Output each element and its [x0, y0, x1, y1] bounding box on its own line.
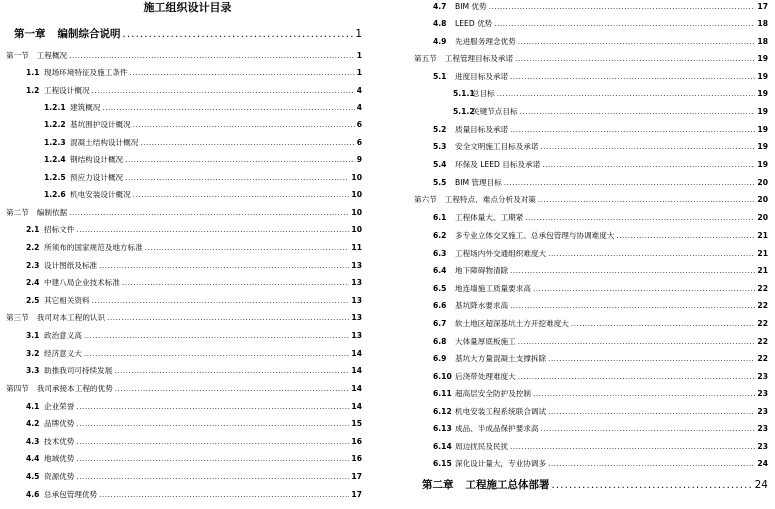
dot-leader — [518, 337, 756, 347]
toc-entry — [26, 261, 362, 271]
toc-entry-number: 3.2 — [26, 349, 40, 358]
toc-entry — [433, 424, 768, 434]
toc-entry — [433, 249, 768, 259]
toc-entry-number: 2.3 — [26, 261, 40, 270]
toc-entry-number: 5.1 — [433, 72, 447, 81]
toc-entry-page: 10 — [351, 225, 362, 234]
dot-leader — [552, 479, 753, 493]
toc-entry-title: 总目标 — [472, 89, 495, 98]
toc-entry-page: 23 — [757, 372, 768, 381]
toc-entry — [453, 89, 768, 99]
toc-entry-number: 6.7 — [433, 319, 447, 328]
dot-leader — [114, 366, 349, 376]
toc-entry-title: 质量目标及承诺 — [455, 125, 509, 134]
toc-entry-page: 19 — [757, 72, 768, 81]
dot-leader — [548, 354, 755, 364]
dot-leader — [125, 173, 349, 183]
toc-entry-title: 品牌优势 — [44, 419, 75, 428]
toc-entry-number: 2.4 — [26, 278, 40, 287]
toc-entry-page: 20 — [757, 178, 768, 187]
toc-entry — [26, 490, 362, 500]
toc-entry-title: BIM 管理目标 — [455, 178, 502, 187]
toc-entry-number: 4.6 — [26, 490, 40, 499]
dot-leader — [510, 301, 755, 311]
toc-entry-page: 10 — [351, 190, 362, 199]
dot-leader — [525, 213, 755, 223]
toc-entry-page: 16 — [351, 454, 362, 463]
toc-entry-number: 5.1.2 — [453, 107, 475, 116]
toc-entry — [26, 366, 362, 376]
toc-entry-number: 1.2.2 — [44, 120, 66, 129]
toc-entry-title: 地连墙施工质量要求高 — [455, 284, 531, 293]
toc-entry-title: 钢结构设计概况 — [70, 155, 124, 164]
dot-leader — [76, 437, 349, 447]
toc-entry-number: 5.3 — [433, 142, 447, 151]
dot-leader — [518, 37, 756, 47]
dot-leader — [548, 249, 755, 259]
toc-entry — [433, 337, 768, 347]
toc-entry — [433, 72, 768, 82]
toc-entry-title: 超高层安全防护及控制 — [455, 389, 531, 398]
toc-entry-page: 19 — [757, 142, 768, 151]
toc-entry-page: 22 — [757, 301, 768, 310]
dot-leader — [102, 103, 354, 113]
toc-entry — [433, 354, 768, 364]
toc-entry-page: 1 — [355, 28, 362, 40]
toc-entry-title: 现场环境特征及施工条件 — [44, 68, 128, 77]
toc-entry-number: 第六节 — [414, 195, 437, 204]
dot-leader — [69, 51, 355, 61]
toc-entry — [453, 107, 768, 117]
toc-entry — [44, 190, 362, 200]
dot-leader — [69, 208, 349, 218]
toc-entry — [433, 319, 768, 329]
toc-entry-title: LEED 优势 — [455, 19, 493, 28]
toc-entry-title: 经济意义大 — [44, 349, 82, 358]
dot-leader — [518, 372, 756, 382]
page-title: 施工组织设计目录 — [143, 1, 232, 14]
toc-entry-title: 工程特点、难点分析及对策 — [444, 195, 536, 204]
toc-entry-title: 地域优势 — [44, 454, 75, 463]
dot-leader — [133, 120, 355, 130]
toc-entry-title: 设计图纸及标准 — [44, 261, 98, 270]
dot-leader — [76, 402, 349, 412]
toc-entry-title: 工程设计概况 — [44, 86, 90, 95]
toc-entry — [26, 349, 362, 359]
toc-entry-title: 基坑围护设计概况 — [70, 120, 131, 129]
toc-entry-number: 3.3 — [26, 366, 40, 375]
toc-entry-number: 4.8 — [433, 19, 447, 28]
toc-entry-title: 我司承接本工程的优势 — [36, 384, 113, 393]
dot-leader — [489, 2, 756, 12]
toc-entry-page: 21 — [757, 231, 768, 240]
toc-entry-number: 第四节 — [6, 384, 29, 393]
dot-leader — [533, 284, 755, 294]
toc-entry-title: 基坑大方量混凝土支撑拆除 — [455, 354, 547, 363]
toc-entry-page: 10 — [351, 173, 362, 182]
toc-entry-number: 1.2.4 — [44, 155, 66, 164]
toc-entry — [433, 407, 768, 417]
toc-entry-title: 地下障碍物清除 — [455, 266, 509, 275]
toc-entry-title: 先进服务理念优势 — [455, 37, 516, 46]
toc-entry-number: 6.8 — [433, 337, 447, 346]
toc-entry-page: 6 — [356, 138, 362, 147]
dot-leader — [548, 407, 755, 417]
toc-entry-page: 19 — [757, 125, 768, 134]
dot-leader — [99, 490, 349, 500]
dot-leader — [140, 138, 354, 148]
toc-entry-number: 6.3 — [433, 249, 447, 258]
dot-leader — [510, 442, 755, 452]
toc-entry — [433, 266, 768, 276]
toc-entry-page: 24 — [754, 479, 768, 491]
toc-entry — [6, 208, 362, 218]
toc-entry — [433, 142, 768, 152]
toc-entry — [433, 125, 768, 135]
toc-entry-number: 6.1 — [433, 213, 447, 222]
toc-entry-title: 预应力设计概况 — [70, 173, 124, 182]
toc-entry-title: 政治意义高 — [44, 331, 82, 340]
toc-entry-number: 6.13 — [433, 424, 452, 433]
dot-leader — [510, 125, 755, 135]
toc-entry-title: 中建八局企业技术标准 — [44, 278, 120, 287]
toc-entry-number: 2.5 — [26, 296, 40, 305]
toc-entry-page: 17 — [351, 472, 362, 481]
toc-entry-title: 多专业立体交叉施工、总承包管理与协调难度大 — [455, 231, 615, 240]
toc-entry-title: 软土地区超深基坑土方开挖难度大 — [455, 319, 569, 328]
dot-leader — [84, 331, 349, 341]
toc-entry-title: 工程体量大、工期紧 — [455, 213, 524, 222]
toc-entry — [26, 68, 362, 78]
toc-entry-title: 后浇带处理难度大 — [455, 372, 516, 381]
toc-entry-page: 19 — [757, 89, 768, 98]
toc-entry — [433, 213, 768, 223]
toc-entry-title: 混凝土结构设计概况 — [70, 138, 139, 147]
dot-leader — [510, 266, 755, 276]
toc-entry-page: 13 — [351, 296, 362, 305]
toc-entry-number: 1.2.6 — [44, 190, 66, 199]
toc-entry-number: 4.1 — [26, 402, 40, 411]
dot-leader — [533, 389, 755, 399]
toc-entry-number: 6.11 — [433, 389, 452, 398]
toc-entry — [6, 51, 362, 61]
toc-entry-page: 22 — [757, 354, 768, 363]
toc-entry — [26, 296, 362, 306]
toc-entry — [26, 331, 362, 341]
toc-entry-title: 技术优势 — [44, 437, 75, 446]
dot-leader — [99, 261, 349, 271]
toc-entry — [44, 173, 362, 183]
toc-entry-page: 19 — [757, 107, 768, 116]
toc-entry-number: 6.14 — [433, 442, 452, 451]
toc-entry-number: 4.5 — [26, 472, 40, 481]
toc-entry-page: 1 — [356, 51, 362, 60]
toc-entry-page: 15 — [351, 419, 362, 428]
toc-entry-title: 编制综合说明 — [57, 28, 121, 40]
toc-entry-number: 5.2 — [433, 125, 447, 134]
toc-entry — [6, 384, 362, 394]
toc-entry-number: 2.2 — [26, 243, 40, 252]
toc-entry-title: 工程施工总体部署 — [465, 479, 550, 491]
toc-entry-page: 14 — [351, 402, 362, 411]
toc-entry-title: 进度目标及承诺 — [455, 72, 509, 81]
dot-leader — [107, 313, 349, 323]
toc-entry-page: 13 — [351, 331, 362, 340]
toc-entry-number: 6.6 — [433, 301, 447, 310]
dot-leader — [541, 424, 756, 434]
toc-entry — [414, 54, 768, 64]
toc-entry-title: 建筑概况 — [70, 103, 101, 112]
dot-leader — [616, 231, 755, 241]
toc-entry-page: 13 — [351, 261, 362, 270]
dot-leader — [92, 86, 355, 96]
toc-entry — [433, 2, 768, 12]
toc-entry-page: 18 — [757, 19, 768, 28]
toc-entry — [422, 478, 768, 492]
toc-entry — [26, 437, 362, 447]
toc-entry-title: 安全文明施工目标及承诺 — [455, 142, 539, 151]
toc-entry-number: 第五节 — [414, 54, 437, 63]
dot-leader — [520, 107, 756, 117]
toc-entry-page: 16 — [351, 437, 362, 446]
dot-leader — [76, 472, 349, 482]
dot-leader — [145, 243, 350, 253]
toc-entry-number: 4.2 — [26, 419, 40, 428]
toc-entry-number: 6.9 — [433, 354, 447, 363]
toc-entry-page: 4 — [356, 86, 362, 95]
dot-leader — [92, 296, 350, 306]
toc-entry-title: 总承包管理优势 — [44, 490, 98, 499]
toc-entry — [414, 195, 768, 205]
dot-leader — [541, 142, 756, 152]
toc-entry — [44, 103, 362, 113]
toc-entry-title: 工程场内外交通组织难度大 — [455, 249, 547, 258]
toc-entry-page: 23 — [757, 424, 768, 433]
toc-entry — [433, 459, 768, 469]
toc-entry-title: 其它相关资料 — [44, 296, 90, 305]
toc-entry-page: 14 — [351, 366, 362, 375]
toc-entry-title: 关键节点目标 — [472, 107, 518, 116]
toc-entry — [26, 402, 362, 412]
dot-leader — [548, 459, 755, 469]
toc-entry-title: 机电安装设计概况 — [70, 190, 131, 199]
toc-entry-page: 17 — [757, 2, 768, 11]
toc-entry-title: 工程概况 — [36, 51, 68, 60]
dot-leader — [130, 68, 355, 78]
toc-entry-page: 14 — [351, 384, 362, 393]
toc-entry-page: 14 — [351, 349, 362, 358]
toc-entry-number: 1.2.5 — [44, 173, 66, 182]
toc-entry-page: 19 — [757, 160, 768, 169]
toc-entry-title: 大体量厚底板施工 — [455, 337, 516, 346]
toc-entry-page: 21 — [757, 266, 768, 275]
toc-entry-number: 1.2.1 — [44, 103, 66, 112]
toc-entry-page: 13 — [351, 278, 362, 287]
toc-entry-number: 4.9 — [433, 37, 447, 46]
toc-entry-number: 1.1 — [26, 68, 40, 77]
toc-entry-title: 企业荣誉 — [44, 402, 75, 411]
dot-leader — [133, 190, 350, 200]
dot-leader — [76, 419, 349, 429]
dot-leader — [84, 349, 349, 359]
dot-leader — [542, 160, 755, 170]
dot-leader — [125, 155, 355, 165]
toc-entry-title: 我司对本工程的认识 — [36, 313, 106, 322]
toc-entry-title: 编制依据 — [36, 208, 68, 217]
dot-leader — [494, 19, 755, 29]
toc-entry-page: 22 — [757, 284, 768, 293]
toc-entry — [26, 472, 362, 482]
toc-entry — [44, 138, 362, 148]
toc-entry-number: 6.15 — [433, 459, 452, 468]
toc-entry-number: 第二章 — [422, 479, 454, 491]
toc-entry-number: 6.12 — [433, 407, 452, 416]
toc-entry-number: 6.4 — [433, 266, 447, 275]
dot-leader — [510, 72, 755, 82]
toc-entry-page: 4 — [356, 103, 362, 112]
toc-entry-title: 环保及 LEED 目标及承诺 — [455, 160, 541, 169]
toc-entry-number: 6.10 — [433, 372, 452, 381]
dot-leader — [504, 178, 756, 188]
dot-leader — [515, 54, 755, 64]
toc-entry-title: 深化设计量大，专业协调多 — [455, 459, 547, 468]
toc-entry-number: 第二节 — [6, 208, 29, 217]
toc-entry — [433, 301, 768, 311]
toc-entry-page: 18 — [757, 37, 768, 46]
toc-entry-title: 助推我司可持续发展 — [44, 366, 113, 375]
toc-entry-page: 10 — [351, 208, 362, 217]
toc-entry — [26, 86, 362, 96]
toc-entry — [26, 419, 362, 429]
toc-entry-page: 20 — [757, 213, 768, 222]
toc-entry-number: 4.7 — [433, 2, 447, 11]
toc-entry-number: 4.4 — [26, 454, 40, 463]
toc-entry — [44, 120, 362, 130]
toc-entry — [433, 284, 768, 294]
toc-entry-title: 工程管理目标及承诺 — [444, 54, 514, 63]
dot-leader — [115, 384, 350, 394]
toc-entry-number: 4.3 — [26, 437, 40, 446]
toc-entry — [14, 27, 362, 41]
dot-leader — [76, 225, 349, 235]
toc-entry — [433, 442, 768, 452]
toc-entry-title: 成品、半成品保护要求高 — [455, 424, 539, 433]
toc-entry-title: 机电安装工程系统联合调试 — [455, 407, 547, 416]
toc-entry-number: 第一节 — [6, 51, 29, 60]
toc-entry-title: BIM 优势 — [455, 2, 487, 11]
toc-entry-number: 6.2 — [433, 231, 447, 240]
toc-entry-number: 1.2 — [26, 86, 40, 95]
toc-entry-page: 22 — [757, 319, 768, 328]
toc-entry — [433, 231, 768, 241]
toc-entry — [26, 225, 362, 235]
toc-entry-title: 所须布的国家规范及地方标准 — [44, 243, 143, 252]
toc-entry-page: 23 — [757, 442, 768, 451]
toc-entry-page: 6 — [356, 120, 362, 129]
toc-entry-page: 1 — [356, 68, 362, 77]
toc-entry-number: 5.4 — [433, 160, 447, 169]
toc-entry-number: 2.1 — [26, 225, 40, 234]
toc-entry-page: 21 — [757, 249, 768, 258]
toc-entry-number: 6.5 — [433, 284, 447, 293]
toc-entry-page: 9 — [356, 155, 362, 164]
toc-entry — [433, 178, 768, 188]
toc-entry-number: 1.2.3 — [44, 138, 66, 147]
toc-entry-title: 招标文件 — [44, 225, 75, 234]
toc-entry-page: 13 — [351, 313, 362, 322]
toc-entry-title: 资源优势 — [44, 472, 75, 481]
toc-entry — [433, 372, 768, 382]
toc-entry — [433, 160, 768, 170]
toc-entry-title: 周边扰民及民扰 — [455, 442, 509, 451]
toc-entry-number: 5.1.1 — [453, 89, 475, 98]
toc-entry-page: 19 — [757, 54, 768, 63]
dot-leader — [76, 454, 349, 464]
dot-leader — [571, 319, 756, 329]
toc-entry — [433, 37, 768, 47]
toc-entry-page: 11 — [351, 243, 362, 252]
toc-entry-title: 基坑降水要求高 — [455, 301, 509, 310]
toc-entry-page: 20 — [757, 195, 768, 204]
dot-leader — [497, 89, 756, 99]
toc-entry-page: 24 — [757, 459, 768, 468]
toc-entry-page: 22 — [757, 337, 768, 346]
toc-entry — [26, 243, 362, 253]
dot-leader — [122, 278, 349, 288]
dot-leader — [123, 28, 354, 42]
toc-entry-number: 第三节 — [6, 313, 29, 322]
toc-entry — [433, 19, 768, 29]
toc-entry-page: 23 — [757, 389, 768, 398]
toc-entry-number: 第一章 — [14, 28, 46, 40]
toc-entry-page: 23 — [757, 407, 768, 416]
dot-leader — [538, 195, 756, 205]
toc-entry-number: 3.1 — [26, 331, 40, 340]
toc-entry — [44, 155, 362, 165]
toc-entry-number: 5.5 — [433, 178, 447, 187]
toc-entry — [433, 389, 768, 399]
toc-entry — [26, 278, 362, 288]
toc-entry-page: 17 — [351, 490, 362, 499]
toc-entry — [6, 313, 362, 323]
toc-entry — [26, 454, 362, 464]
